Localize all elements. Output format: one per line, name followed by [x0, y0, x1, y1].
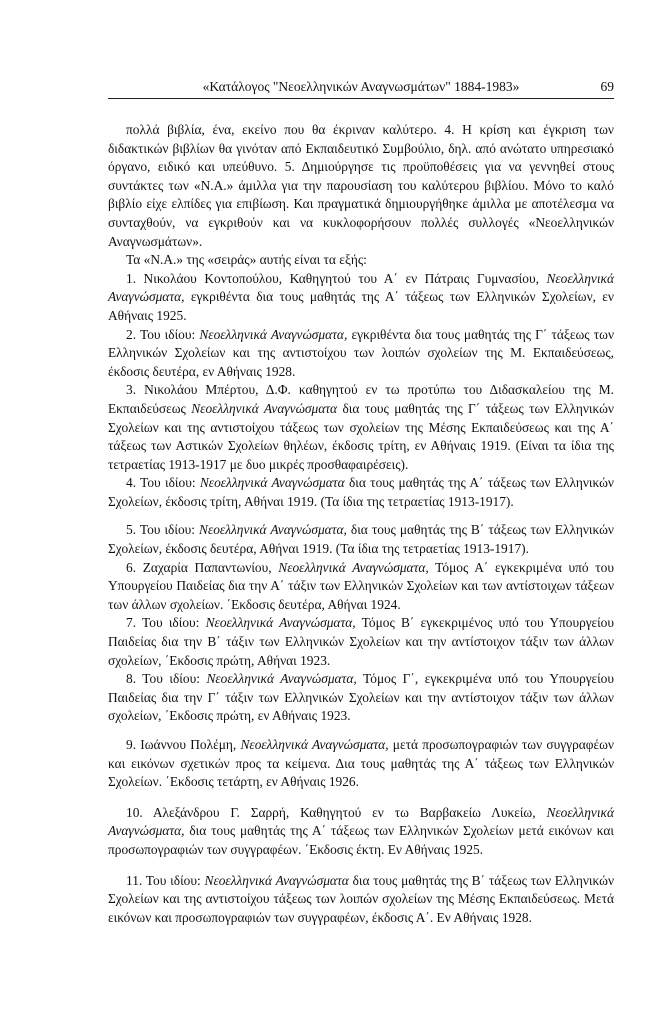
paragraph: [108, 872, 614, 928]
italic-title: Νεοελληνικά Αναγνώσματα: [199, 475, 345, 491]
italic-title: Νεοελληνικά Αναγνώσματα,: [205, 615, 356, 631]
text-run: δια τους μαθητάς της Β΄ τάξεως των Ελληνικών Σχολείων και της αντιστοίχου τάξεως των λοιπών σχολείων της Μέσης Εκπαιδεύσεως. Μετά εικόνων και προσωπογραφιών των συγγραφέων, έκδοσις Α΄. Εν Αθήναις 1928.: [108, 872, 614, 925]
italic-title: Νεοελληνικά Αναγνώσματα,: [108, 270, 614, 305]
paragraph: [108, 670, 614, 726]
paragraph: [108, 521, 614, 558]
italic-title: Νεοελληνικά Αναγνώσματα,: [199, 522, 347, 538]
italic-title: Νεοελληνικά Αναγνώσματα,: [108, 804, 614, 839]
text-run: δια τους μαθητάς της Α΄ τάξεως των Ελληνικών Σχολείων, έκδοσις τρίτη, Αθήναι 1919. (Τα ίδια της τετραετίας 1913-1917).: [108, 475, 614, 509]
text-run: 4. Του ιδίου:: [126, 475, 200, 491]
text-run: εγκριθέντα δια τους μαθητάς της Α΄ τάξεως των Ελληνικών Σχολείων, εν Αθήναις 1925.: [108, 289, 614, 323]
text-run: 1. Νικολάου Κοντοπούλου, Καθηγητού του Α΄ εν Πάτραις Γυμνασίου,: [126, 270, 547, 286]
paragraph: [108, 326, 614, 382]
text-run: πολλά βιβλία, ένα, εκείνο που θα έκριναν καλύτερο. 4. Η κρίση και έγκριση των διδακτικών βιβλίων θα γινόταν από Εκπαιδευτικό Συμβούλιο, δηλ. από ανώτατο υπηρεσιακό όργανο, ειδικό και υπεύθυνο. 5. Δημιούργησε τις προϋποθέσεις για να γεννηθεί στους συντάκτες των «Ν.Α.» άμιλλα για την παρουσίαση του καλύτερου βιβλίου. Μόνο το καλό βιβλίο είχε ελπίδες για επιβίωση. Και πραγματικά δημιουργήθηκε άμιλλα με αποτέλεσμα να συνταχθούν, να εγκριθούν και να κυκλοφορήσουν πολλές συλλογές «Νεοελληνικών Αναγνωσμάτων».: [108, 122, 614, 249]
text-run: 10. Αλεξάνδρου Γ. Σαρρή, Καθηγητού εν τω Βαρβακείω Λυκείω,: [126, 804, 547, 820]
body-text: [108, 121, 614, 927]
text-run: 7. Του ιδίου:: [126, 615, 206, 631]
text-run: 5. Του ιδίου:: [126, 522, 200, 538]
paragraph: [108, 614, 614, 670]
text-run: 2. Του ιδίου:: [126, 326, 200, 342]
italic-title: Νεοελληνικά Αναγνώσματα,: [206, 671, 357, 687]
paragraph: [108, 270, 614, 326]
italic-title: Νεοελληνικά Αναγνώσματα: [191, 400, 338, 416]
text-run: δια τους μαθητάς της Β΄ τάξεως των Ελληνικών Σχολείων, έκδοσις δευτέρα, Αθήναι 1919. (Τα ίδια της τετραετίας 1913-1917).: [108, 522, 614, 557]
text-run: Τόμος Β΄ εγκεκριμένος υπό του Υπουργείου Παιδείας δια την Β΄ τάξιν των Ελληνικών Σχολείων και την αντίστοιχον τάξιν των άλλων σχολείων, ΄Εκδοσις πρώτη, Αθήναι 1923.: [108, 615, 614, 668]
text-run: δια τους μαθητάς της Α΄ τάξεως των Ελληνικών Σχολείων μετά εικόνων και προσωπογραφιών των συγγραφέων. ΄Εκδοσις έκτη. Εν Αθήναις 1925.: [108, 823, 614, 857]
text-run: 8. Του ιδίου:: [126, 671, 207, 687]
text-run: 11. Του ιδίου:: [126, 872, 205, 888]
italic-title: Νεοελληνικά Αναγνώσματα: [204, 872, 349, 888]
paragraph: [108, 804, 614, 860]
text-run: δια τους μαθητάς της Γ΄ τάξεως των Ελληνικών Σχολείων και της αντιστοίχου τάξεως των σχολείων της Μέσης Εκπαιδεύσεως και της Α΄ τάξεως των Αστικών Σχολείων θηλέων, έκδοσις τρίτη, εν Αθήναις 1919. (Είναι τα ίδια της τετραετίας 1913-1917 με δυο μικρές προσθαφαιρέσεις).: [108, 400, 614, 472]
running-title: «Κατάλογος "Νεοελληνικών Αναγνωσμάτων" 1884-1983»: [202, 79, 520, 94]
italic-title: Νεοελληνικά Αναγνώσματα,: [278, 559, 429, 575]
text-run: 3. Νικολάου Μπέρτου, Δ.Φ. καθηγητού εν τω προτύπω του Διδασκαλείου της Μ. Εκπαιδεύσεως: [108, 382, 614, 416]
paragraph: [108, 736, 614, 792]
paragraph: [108, 474, 614, 511]
text-run: Τόμος Α΄ εγκεκριμένα υπό του Υπουργείου Παιδείας δια την Α΄ τάξιν των Ελληνικών Σχολείων και των αντίστοιχων τάξεων των άλλων σχολείων. ΄Εκδοσις δευτέρα, Αθήναι 1924.: [108, 559, 614, 612]
text-run: 9. Ιωάννου Πολέμη,: [126, 737, 241, 752]
paragraph: [108, 381, 614, 474]
paragraph: [108, 251, 614, 270]
paragraph: [108, 559, 614, 615]
text-run: Τα «Ν.Α.» της «σειράς» αυτής είναι τα εξής:: [126, 252, 367, 268]
text-run: 6. Ζαχαρία Παπαντωνίου,: [126, 559, 279, 575]
text-run: Τόμος Γ΄, εγκεκριμένα υπό του Υπουργείου Παιδείας δια την Γ΄ τάξιν των Ελληνικών Σχολείων και την αντίστοιχον τάξιν των άλλων σχολείων, ΄Εκδοσις πρώτη, εν Αθήναις 1923.: [108, 671, 614, 724]
text-run: μετά προσωπογραφιών των συγγραφέων και εικόνων σχετικών προς τα κείμενα. Δια τους μαθητάς της Α΄ τάξεως των Ελληνικών Σχολείων. ΄Εκδοσις τετάρτη, εν Αθήναις 1926.: [108, 737, 614, 790]
italic-title: Νεοελληνικά Αναγνώσματα,: [199, 326, 348, 342]
text-run: εγκριθέντα δια τους μαθητάς της Γ΄ τάξεως των Ελληνικών Σχολείων και της αντιστοίχου των λοιπών σχολείων της Μ. Εκπαιδεύσεως, έκδοσις δευτέρα, εν Αθήναις 1928.: [108, 326, 614, 379]
paragraph: [108, 121, 614, 251]
header-rule: [108, 98, 614, 99]
page-number: 69: [600, 79, 614, 94]
italic-title: Νεοελληνικά Αναγνώσματα,: [240, 737, 389, 752]
